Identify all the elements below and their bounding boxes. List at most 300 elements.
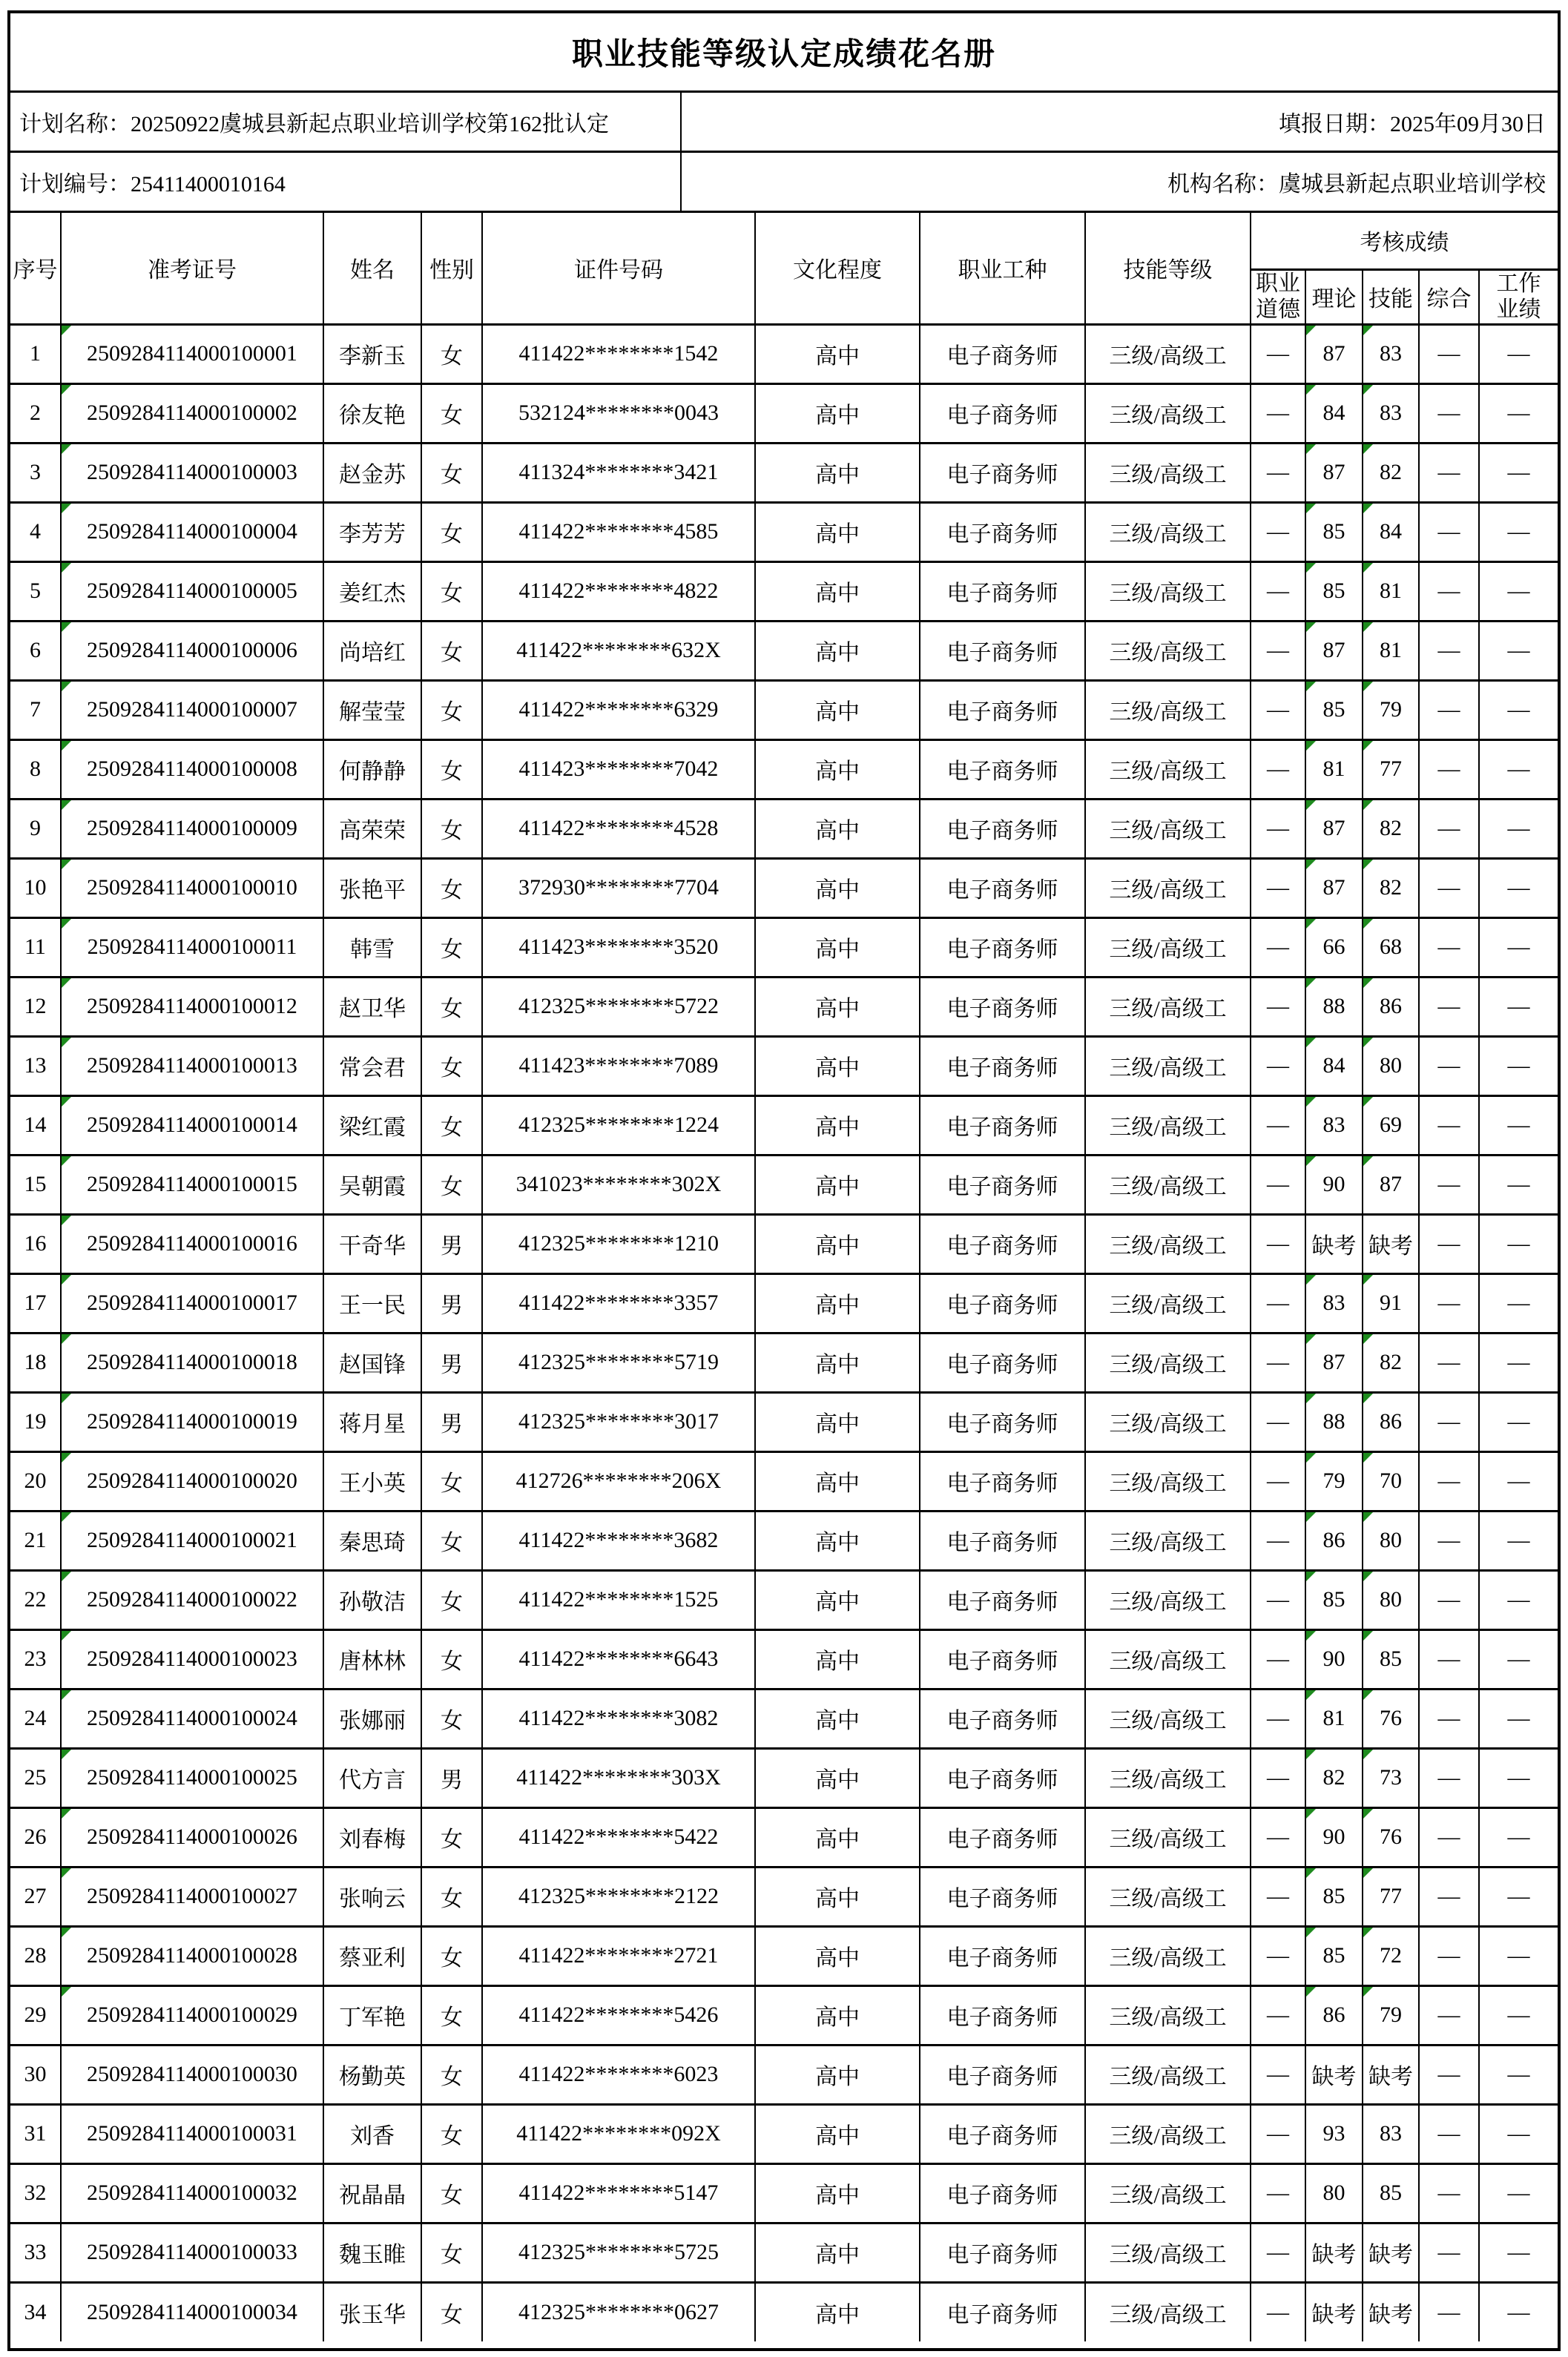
cell-exam-no: 2509284114000100029 <box>61 1985 323 2045</box>
cell-work: — <box>1479 1867 1558 1926</box>
cell-exam-no: 2509284114000100019 <box>61 1392 323 1451</box>
cell-name: 代方言 <box>323 1748 421 1807</box>
cell-seq: 22 <box>10 1570 61 1629</box>
cell-seq: 6 <box>10 621 61 680</box>
cell-id-no: 411422********6023 <box>482 2045 755 2104</box>
cell-gender: 女 <box>421 561 482 621</box>
cell-occupation: 电子商务师 <box>920 1807 1085 1867</box>
cell-comprehensive: — <box>1419 2282 1479 2341</box>
cell-occupation: 电子商务师 <box>920 502 1085 561</box>
cell-level: 三级/高级工 <box>1085 621 1251 680</box>
cell-id-no: 411422********092X <box>482 2104 755 2163</box>
cell-education: 高中 <box>755 2223 920 2282</box>
cell-exam-no: 2509284114000100016 <box>61 1214 323 1273</box>
cell-comprehensive: — <box>1419 502 1479 561</box>
cell-level: 三级/高级工 <box>1085 977 1251 1036</box>
cell-theory: 缺考 <box>1305 2282 1363 2341</box>
col-header-work-label: 工作业绩 <box>1496 271 1541 322</box>
table-row <box>10 1867 1558 1926</box>
cell-work: — <box>1479 739 1558 799</box>
cell-seq: 27 <box>10 1867 61 1926</box>
cell-skill: 76 <box>1363 1689 1419 1748</box>
cell-education: 高中 <box>755 680 920 739</box>
cell-theory: 83 <box>1305 1095 1363 1155</box>
cell-gender: 女 <box>421 977 482 1036</box>
cell-education: 高中 <box>755 1451 920 1511</box>
table-row <box>10 1748 1558 1807</box>
cell-work: — <box>1479 2045 1558 2104</box>
cell-exam-no: 2509284114000100031 <box>61 2104 323 2163</box>
cell-gender: 女 <box>421 2163 482 2223</box>
cell-seq: 21 <box>10 1511 61 1570</box>
cell-exam-no: 2509284114000100021 <box>61 1511 323 1570</box>
cell-gender: 女 <box>421 858 482 917</box>
cell-work: — <box>1479 1570 1558 1629</box>
cell-ethics: — <box>1251 977 1305 1036</box>
cell-work: — <box>1479 2163 1558 2223</box>
cell-gender: 女 <box>421 1511 482 1570</box>
cell-work: — <box>1479 1985 1558 2045</box>
cell-id-no: 412325********1210 <box>482 1214 755 1273</box>
cell-ethics: — <box>1251 1570 1305 1629</box>
table-row <box>10 1570 1558 1629</box>
cell-occupation: 电子商务师 <box>920 2282 1085 2341</box>
table-row <box>10 1214 1558 1273</box>
cell-theory: 88 <box>1305 977 1363 1036</box>
cell-theory: 85 <box>1305 1867 1363 1926</box>
cell-ethics: — <box>1251 1095 1305 1155</box>
cell-skill: 73 <box>1363 1748 1419 1807</box>
cell-ethics: — <box>1251 1155 1305 1214</box>
cell-exam-no: 2509284114000100033 <box>61 2223 323 2282</box>
cell-work: — <box>1479 1926 1558 1985</box>
table-row <box>10 2104 1558 2163</box>
cell-skill: 82 <box>1363 1333 1419 1392</box>
cell-level: 三级/高级工 <box>1085 1689 1251 1748</box>
cell-gender: 女 <box>421 1926 482 1985</box>
cell-name: 张玉华 <box>323 2282 421 2341</box>
cell-education: 高中 <box>755 1807 920 1867</box>
cell-work: — <box>1479 1689 1558 1748</box>
cell-exam-no: 2509284114000100034 <box>61 2282 323 2341</box>
cell-id-no: 411422********632X <box>482 621 755 680</box>
table-row <box>10 443 1558 502</box>
cell-comprehensive: — <box>1419 2045 1479 2104</box>
cell-ethics: — <box>1251 1985 1305 2045</box>
cell-work: — <box>1479 1036 1558 1095</box>
cell-level: 三级/高级工 <box>1085 2045 1251 2104</box>
cell-level: 三级/高级工 <box>1085 561 1251 621</box>
cell-education: 高中 <box>755 2104 920 2163</box>
cell-seq: 33 <box>10 2223 61 2282</box>
cell-occupation: 电子商务师 <box>920 2045 1085 2104</box>
cell-skill: 82 <box>1363 443 1419 502</box>
cell-skill: 87 <box>1363 1155 1419 1214</box>
col-header-skill: 技能 <box>1363 269 1419 324</box>
cell-education: 高中 <box>755 917 920 977</box>
cell-education: 高中 <box>755 1570 920 1629</box>
cell-exam-no: 2509284114000100011 <box>61 917 323 977</box>
cell-work: — <box>1479 2104 1558 2163</box>
info-row-2 <box>10 153 1558 213</box>
table-row <box>10 799 1558 858</box>
cell-name: 姜红杰 <box>323 561 421 621</box>
cell-education: 高中 <box>755 2163 920 2223</box>
cell-comprehensive: — <box>1419 2163 1479 2223</box>
cell-ethics: — <box>1251 1333 1305 1392</box>
cell-comprehensive: — <box>1419 799 1479 858</box>
cell-level: 三级/高级工 <box>1085 1629 1251 1689</box>
cell-theory: 缺考 <box>1305 2045 1363 2104</box>
table-row <box>10 1273 1558 1333</box>
table-row <box>10 2163 1558 2223</box>
cell-name: 解莹莹 <box>323 680 421 739</box>
cell-work: — <box>1479 443 1558 502</box>
cell-exam-no: 2509284114000100024 <box>61 1689 323 1748</box>
cell-ethics: — <box>1251 443 1305 502</box>
cell-exam-no: 2509284114000100022 <box>61 1570 323 1629</box>
cell-level: 三级/高级工 <box>1085 2104 1251 2163</box>
cell-work: — <box>1479 1748 1558 1807</box>
cell-name: 李芳芳 <box>323 502 421 561</box>
cell-name: 祝晶晶 <box>323 2163 421 2223</box>
cell-skill: 69 <box>1363 1095 1419 1155</box>
table-row <box>10 383 1558 443</box>
cell-seq: 10 <box>10 858 61 917</box>
cell-work: — <box>1479 1392 1558 1451</box>
cell-skill: 缺考 <box>1363 2045 1419 2104</box>
cell-occupation: 电子商务师 <box>920 917 1085 977</box>
cell-theory: 85 <box>1305 1570 1363 1629</box>
cell-exam-no: 2509284114000100023 <box>61 1629 323 1689</box>
cell-education: 高中 <box>755 324 920 383</box>
cell-skill: 80 <box>1363 1036 1419 1095</box>
cell-gender: 女 <box>421 917 482 977</box>
cell-level: 三级/高级工 <box>1085 2223 1251 2282</box>
cell-comprehensive: — <box>1419 1095 1479 1155</box>
cell-level: 三级/高级工 <box>1085 917 1251 977</box>
cell-gender: 男 <box>421 1392 482 1451</box>
cell-comprehensive: — <box>1419 1807 1479 1867</box>
cell-exam-no: 2509284114000100020 <box>61 1451 323 1511</box>
cell-work: — <box>1479 324 1558 383</box>
cell-level: 三级/高级工 <box>1085 443 1251 502</box>
cell-education: 高中 <box>755 1748 920 1807</box>
cell-skill: 85 <box>1363 1629 1419 1689</box>
cell-name: 张娜丽 <box>323 1689 421 1748</box>
cell-name: 张艳平 <box>323 858 421 917</box>
cell-seq: 29 <box>10 1985 61 2045</box>
cell-exam-no: 2509284114000100012 <box>61 977 323 1036</box>
cell-level: 三级/高级工 <box>1085 1807 1251 1867</box>
cell-education: 高中 <box>755 443 920 502</box>
cell-exam-no: 2509284114000100015 <box>61 1155 323 1214</box>
table-row <box>10 1451 1558 1511</box>
cell-gender: 男 <box>421 1748 482 1807</box>
cell-skill: 85 <box>1363 2163 1419 2223</box>
cell-work: — <box>1479 621 1558 680</box>
cell-seq: 14 <box>10 1095 61 1155</box>
cell-theory: 87 <box>1305 324 1363 383</box>
cell-gender: 女 <box>421 2045 482 2104</box>
cell-gender: 女 <box>421 502 482 561</box>
table-row <box>10 2045 1558 2104</box>
cell-gender: 女 <box>421 2104 482 2163</box>
cell-exam-no: 2509284114000100006 <box>61 621 323 680</box>
cell-theory: 85 <box>1305 680 1363 739</box>
cell-skill: 82 <box>1363 858 1419 917</box>
cell-occupation: 电子商务师 <box>920 561 1085 621</box>
cell-ethics: — <box>1251 1926 1305 1985</box>
cell-comprehensive: — <box>1419 1214 1479 1273</box>
cell-education: 高中 <box>755 739 920 799</box>
cell-education: 高中 <box>755 1095 920 1155</box>
cell-exam-no: 2509284114000100026 <box>61 1807 323 1867</box>
cell-comprehensive: — <box>1419 1511 1479 1570</box>
cell-exam-no: 2509284114000100014 <box>61 1095 323 1155</box>
cell-ethics: — <box>1251 917 1305 977</box>
cell-gender: 女 <box>421 2282 482 2341</box>
cell-seq: 20 <box>10 1451 61 1511</box>
cell-comprehensive: — <box>1419 1155 1479 1214</box>
cell-id-no: 412325********2122 <box>482 1867 755 1926</box>
cell-id-no: 411423********3520 <box>482 917 755 977</box>
cell-theory: 85 <box>1305 1926 1363 1985</box>
cell-seq: 31 <box>10 2104 61 2163</box>
cell-theory: 66 <box>1305 917 1363 977</box>
cell-ethics: — <box>1251 2045 1305 2104</box>
cell-occupation: 电子商务师 <box>920 621 1085 680</box>
cell-ethics: — <box>1251 1748 1305 1807</box>
cell-education: 高中 <box>755 621 920 680</box>
cell-work: — <box>1479 1273 1558 1333</box>
cell-education: 高中 <box>755 1333 920 1392</box>
cell-ethics: — <box>1251 1511 1305 1570</box>
cell-ethics: — <box>1251 1036 1305 1095</box>
cell-name: 韩雪 <box>323 917 421 977</box>
cell-skill: 83 <box>1363 324 1419 383</box>
cell-theory: 87 <box>1305 858 1363 917</box>
cell-theory: 87 <box>1305 621 1363 680</box>
col-header-education: 文化程度 <box>755 213 920 324</box>
cell-level: 三级/高级工 <box>1085 1985 1251 2045</box>
cell-seq: 7 <box>10 680 61 739</box>
cell-education: 高中 <box>755 1689 920 1748</box>
cell-ethics: — <box>1251 621 1305 680</box>
cell-name: 赵卫华 <box>323 977 421 1036</box>
cell-id-no: 411422********2721 <box>482 1926 755 1985</box>
cell-level: 三级/高级工 <box>1085 324 1251 383</box>
cell-id-no: 411324********3421 <box>482 443 755 502</box>
cell-seq: 5 <box>10 561 61 621</box>
cell-education: 高中 <box>755 1867 920 1926</box>
cell-gender: 女 <box>421 1155 482 1214</box>
col-header-work <box>1479 269 1558 324</box>
cell-exam-no: 2509284114000100032 <box>61 2163 323 2223</box>
table-row <box>10 1985 1558 2045</box>
cell-seq: 4 <box>10 502 61 561</box>
cell-education: 高中 <box>755 1629 920 1689</box>
table-row <box>10 858 1558 917</box>
cell-ethics: — <box>1251 2223 1305 2282</box>
cell-exam-no: 2509284114000100025 <box>61 1748 323 1807</box>
cell-comprehensive: — <box>1419 1333 1479 1392</box>
cell-skill: 72 <box>1363 1926 1419 1985</box>
cell-seq: 30 <box>10 2045 61 2104</box>
cell-ethics: — <box>1251 1273 1305 1333</box>
plan-code: 计划编号：25411400010164 <box>10 153 682 211</box>
report-date: 填报日期：2025年09月30日 <box>1279 112 1546 136</box>
cell-theory: 93 <box>1305 2104 1363 2163</box>
cell-id-no: 411422********6643 <box>482 1629 755 1689</box>
cell-work: — <box>1479 2223 1558 2282</box>
cell-work: — <box>1479 1095 1558 1155</box>
cell-occupation: 电子商务师 <box>920 2163 1085 2223</box>
cell-name: 蒋月星 <box>323 1392 421 1451</box>
cell-id-no: 411422********4528 <box>482 799 755 858</box>
cell-comprehensive: — <box>1419 1392 1479 1451</box>
col-header-level: 技能等级 <box>1085 213 1251 324</box>
cell-ethics: — <box>1251 1629 1305 1689</box>
cell-education: 高中 <box>755 502 920 561</box>
cell-name: 赵金苏 <box>323 443 421 502</box>
cell-comprehensive: — <box>1419 2104 1479 2163</box>
cell-name: 蔡亚利 <box>323 1926 421 1985</box>
cell-exam-no: 2509284114000100009 <box>61 799 323 858</box>
roster-header <box>10 213 1558 324</box>
cell-occupation: 电子商务师 <box>920 1333 1085 1392</box>
cell-occupation: 电子商务师 <box>920 1155 1085 1214</box>
cell-seq: 11 <box>10 917 61 977</box>
col-header-score-group: 考核成绩 <box>1251 213 1558 269</box>
col-header-ethics-label: 职业道德 <box>1256 271 1300 322</box>
plan-name: 计划名称：20250922虞城县新起点职业培训学校第162批认定 <box>10 93 682 151</box>
cell-id-no: 411422********5422 <box>482 1807 755 1867</box>
cell-occupation: 电子商务师 <box>920 1985 1085 2045</box>
cell-exam-no: 2509284114000100001 <box>61 324 323 383</box>
cell-occupation: 电子商务师 <box>920 1926 1085 1985</box>
cell-skill: 80 <box>1363 1570 1419 1629</box>
cell-gender: 女 <box>421 680 482 739</box>
cell-skill: 82 <box>1363 799 1419 858</box>
cell-seq: 34 <box>10 2282 61 2341</box>
cell-theory: 81 <box>1305 739 1363 799</box>
cell-comprehensive: — <box>1419 1451 1479 1511</box>
cell-id-no: 411422********4585 <box>482 502 755 561</box>
cell-comprehensive: — <box>1419 1036 1479 1095</box>
cell-level: 三级/高级工 <box>1085 799 1251 858</box>
cell-level: 三级/高级工 <box>1085 2282 1251 2341</box>
cell-theory: 缺考 <box>1305 1214 1363 1273</box>
cell-theory: 90 <box>1305 1155 1363 1214</box>
cell-comprehensive: — <box>1419 1570 1479 1629</box>
page-title: 职业技能等级认定成绩花名册 <box>10 13 1558 93</box>
cell-level: 三级/高级工 <box>1085 1511 1251 1570</box>
cell-id-no: 412325********5725 <box>482 2223 755 2282</box>
cell-work: — <box>1479 858 1558 917</box>
table-row <box>10 1807 1558 1867</box>
cell-id-no: 412325********0627 <box>482 2282 755 2341</box>
cell-comprehensive: — <box>1419 2223 1479 2282</box>
cell-level: 三级/高级工 <box>1085 1095 1251 1155</box>
cell-comprehensive: — <box>1419 561 1479 621</box>
cell-theory: 84 <box>1305 383 1363 443</box>
cell-occupation: 电子商务师 <box>920 1689 1085 1748</box>
cell-skill: 76 <box>1363 1807 1419 1867</box>
cell-theory: 81 <box>1305 1689 1363 1748</box>
cell-exam-no: 2509284114000100028 <box>61 1926 323 1985</box>
cell-seq: 28 <box>10 1926 61 1985</box>
cell-gender: 女 <box>421 1689 482 1748</box>
cell-skill: 80 <box>1363 1511 1419 1570</box>
cell-ethics: — <box>1251 502 1305 561</box>
cell-education: 高中 <box>755 799 920 858</box>
table-row <box>10 1689 1558 1748</box>
cell-level: 三级/高级工 <box>1085 1748 1251 1807</box>
cell-ethics: — <box>1251 383 1305 443</box>
cell-name: 杨勤英 <box>323 2045 421 2104</box>
cell-occupation: 电子商务师 <box>920 858 1085 917</box>
cell-skill: 68 <box>1363 917 1419 977</box>
cell-occupation: 电子商务师 <box>920 739 1085 799</box>
cell-education: 高中 <box>755 1155 920 1214</box>
cell-occupation: 电子商务师 <box>920 2104 1085 2163</box>
cell-education: 高中 <box>755 2282 920 2341</box>
cell-theory: 85 <box>1305 561 1363 621</box>
cell-gender: 女 <box>421 1807 482 1867</box>
cell-gender: 女 <box>421 383 482 443</box>
cell-exam-no: 2509284114000100018 <box>61 1333 323 1392</box>
cell-level: 三级/高级工 <box>1085 1570 1251 1629</box>
cell-ethics: — <box>1251 1867 1305 1926</box>
cell-comprehensive: — <box>1419 739 1479 799</box>
cell-occupation: 电子商务师 <box>920 680 1085 739</box>
cell-exam-no: 2509284114000100013 <box>61 1036 323 1095</box>
cell-education: 高中 <box>755 1511 920 1570</box>
cell-name: 秦思琦 <box>323 1511 421 1570</box>
cell-gender: 女 <box>421 2223 482 2282</box>
cell-seq: 13 <box>10 1036 61 1095</box>
cell-seq: 9 <box>10 799 61 858</box>
cell-gender: 女 <box>421 1570 482 1629</box>
cell-occupation: 电子商务师 <box>920 1273 1085 1333</box>
cell-theory: 87 <box>1305 1333 1363 1392</box>
cell-skill: 79 <box>1363 680 1419 739</box>
cell-name: 干奇华 <box>323 1214 421 1273</box>
cell-comprehensive: — <box>1419 621 1479 680</box>
cell-id-no: 411422********1525 <box>482 1570 755 1629</box>
col-header-id-no: 证件号码 <box>482 213 755 324</box>
cell-theory: 79 <box>1305 1451 1363 1511</box>
cell-ethics: — <box>1251 324 1305 383</box>
cell-education: 高中 <box>755 1985 920 2045</box>
cell-seq: 16 <box>10 1214 61 1273</box>
table-row <box>10 1036 1558 1095</box>
cell-theory: 86 <box>1305 1985 1363 2045</box>
table-row <box>10 502 1558 561</box>
table-row <box>10 680 1558 739</box>
cell-name: 李新玉 <box>323 324 421 383</box>
cell-level: 三级/高级工 <box>1085 1036 1251 1095</box>
col-header-seq: 序号 <box>10 213 61 324</box>
cell-work: — <box>1479 561 1558 621</box>
cell-comprehensive: — <box>1419 1689 1479 1748</box>
roster-body <box>10 324 1558 2341</box>
cell-name: 吴朝霞 <box>323 1155 421 1214</box>
cell-education: 高中 <box>755 383 920 443</box>
cell-occupation: 电子商务师 <box>920 1095 1085 1155</box>
cell-comprehensive: — <box>1419 1748 1479 1807</box>
